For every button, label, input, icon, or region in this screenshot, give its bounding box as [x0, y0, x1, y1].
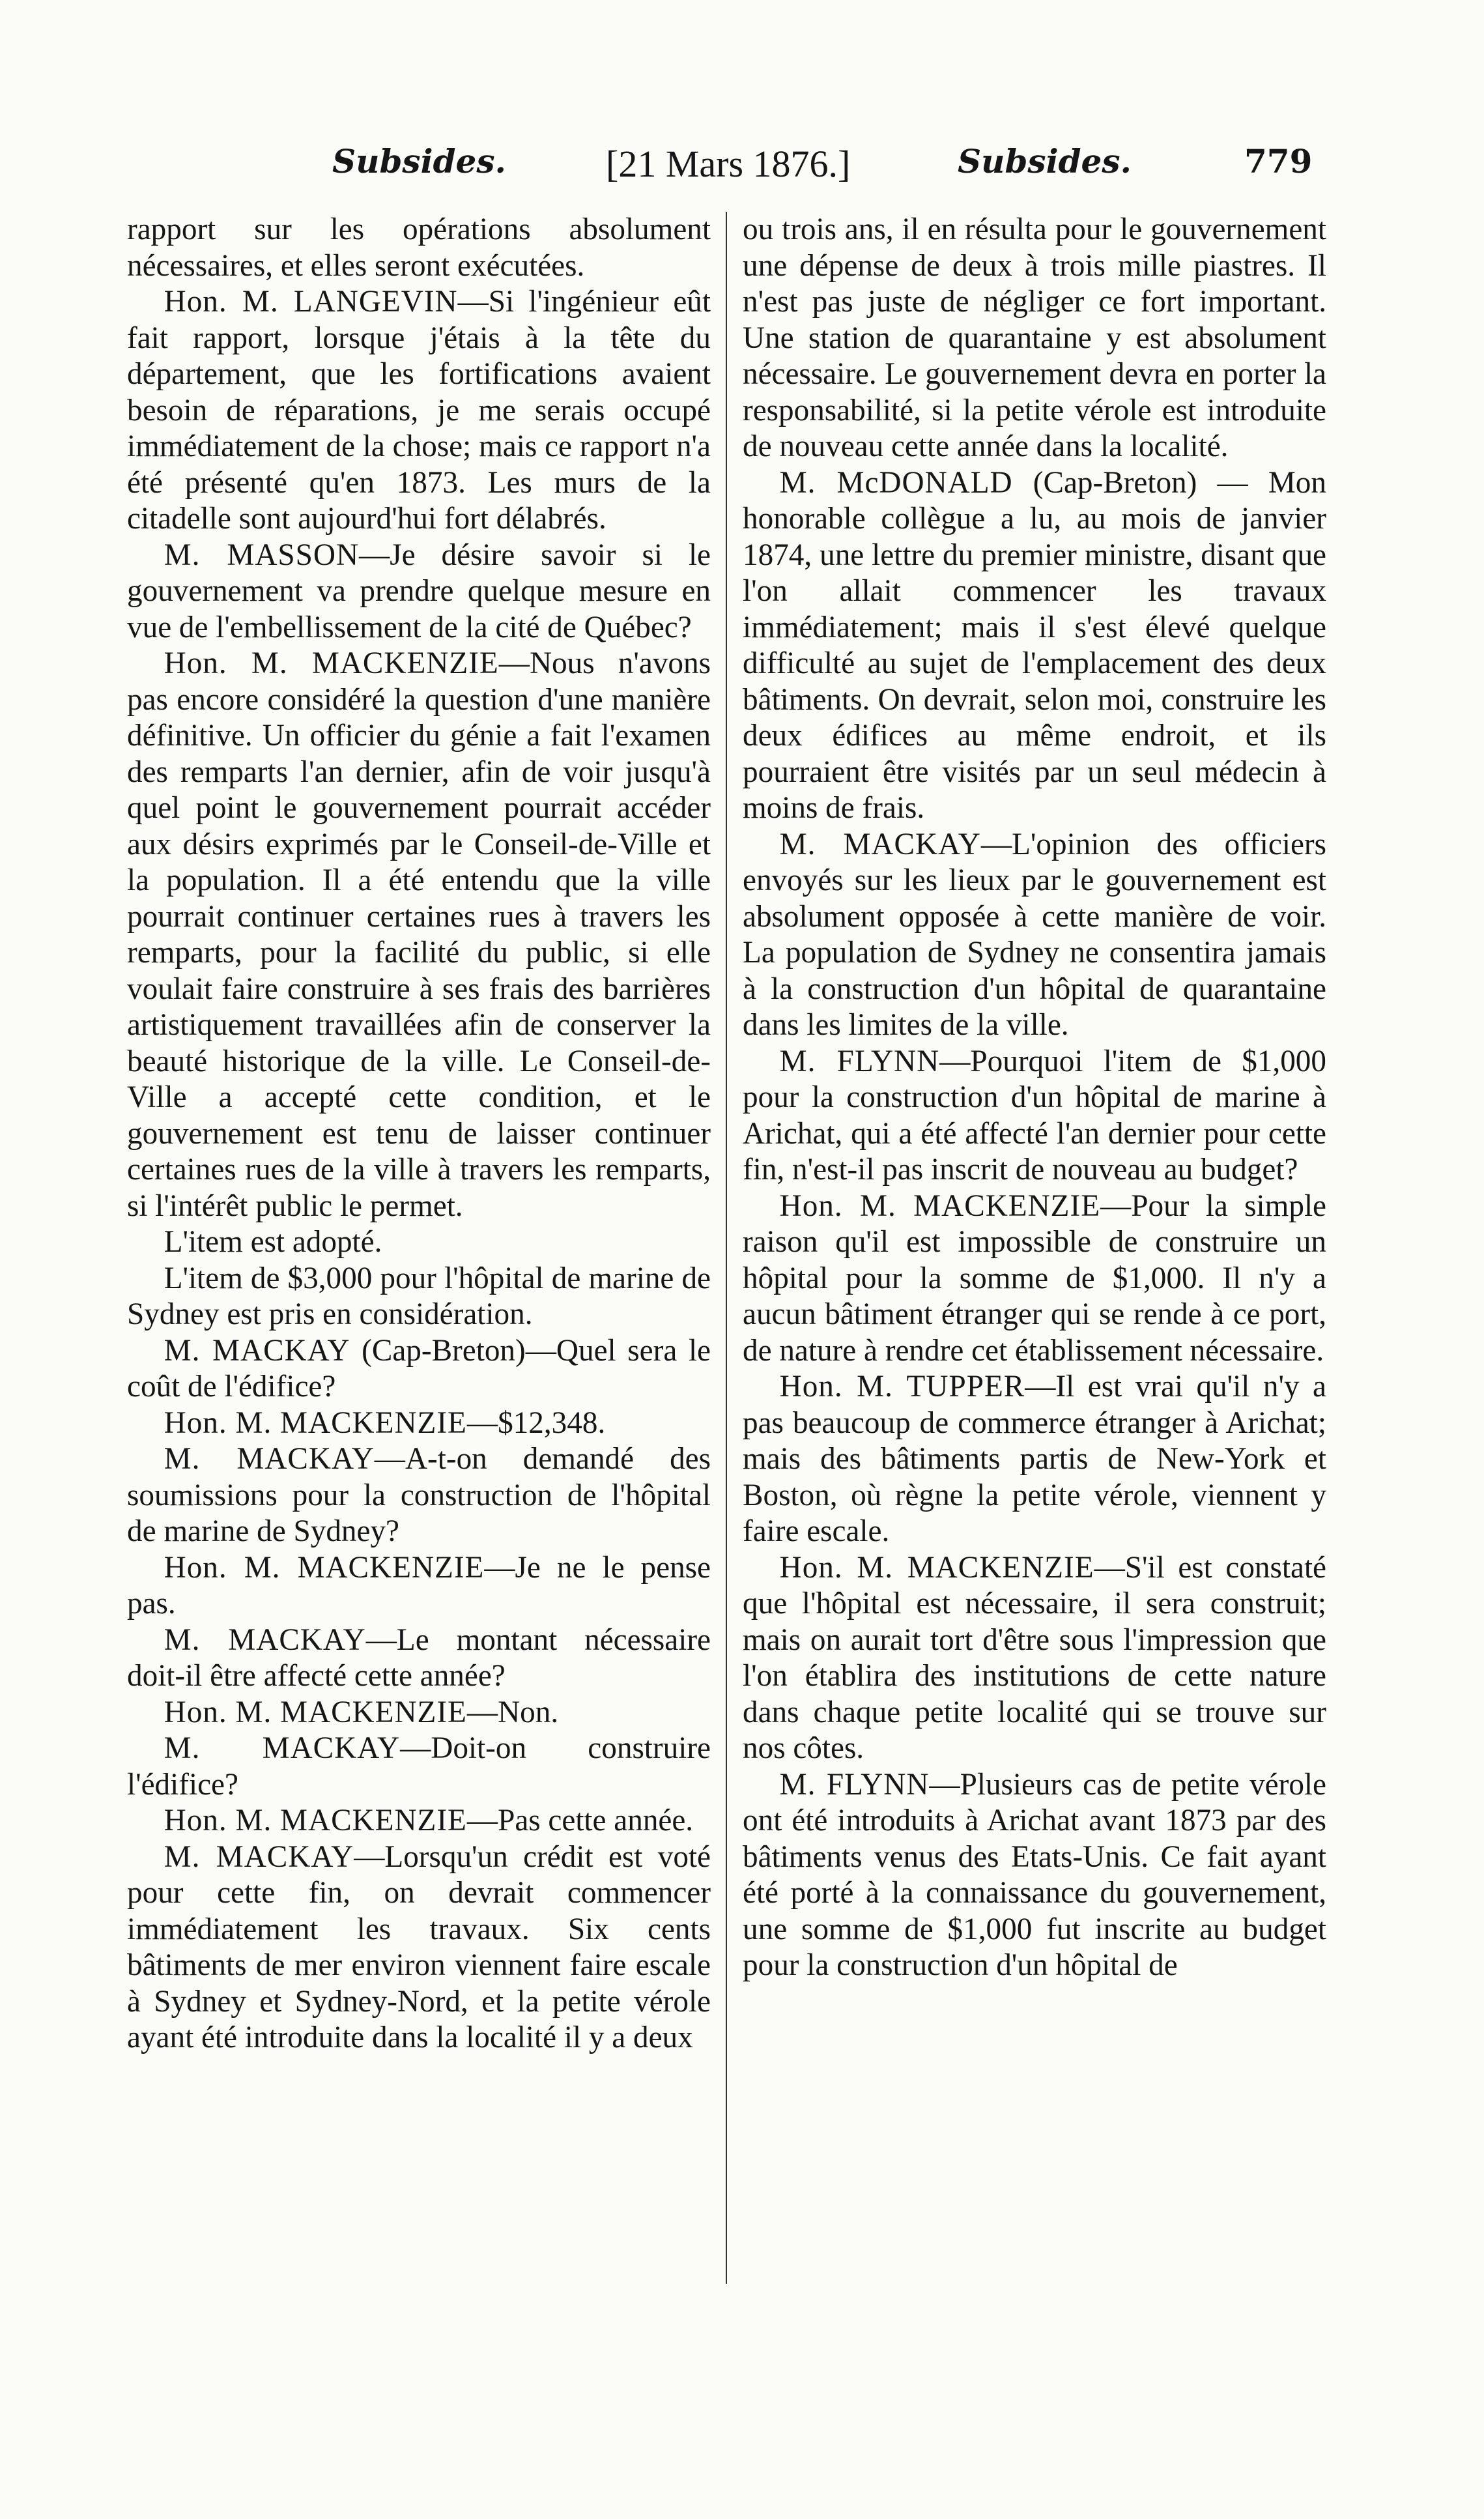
speech-paragraph — [743, 1044, 1326, 1188]
right-column — [743, 212, 1326, 1984]
paragraph-text: —Nous n'avons pas encore considéré la question d'une manière définitive. Un officier du génie a fait l'examen des remparts l'an dernier, afin de voir jusqu'à quel point le gouvernement pourrait accéder aux désirs exprimés par le Conseil-de-Ville et la population. Il a été entendu que la ville pourrait continuer certaines rues à travers les remparts, pour la facilité du public, si elle voulait faire construire à ses frais des barrières artistiquement travaillées afin de conserver la beauté historique de la ville. Le Conseil-de-Ville a accepté cette condition, et le gouvernement est tenu de laisser continuer certaines rues de la ville à travers les remparts, si l'intérêt public le permet. — [127, 646, 711, 1223]
paragraph-text: rapport sur les opérations absolument nécessaires, et elles seront exécutées. — [127, 212, 711, 283]
speech-paragraph — [127, 646, 711, 1224]
speaker-name: Hon. M. MACKENZIE — [164, 646, 499, 680]
speech-paragraph — [127, 1550, 711, 1622]
speaker-name: Hon. M. MACKENZIE — [164, 1695, 467, 1729]
speech-paragraph — [743, 827, 1326, 1044]
speech-paragraph — [127, 1622, 711, 1695]
paragraph-text: —Je désire savoir si le gouvernement va prendre quelque mesure en vue de l'embellissement de la cité de Québec? — [127, 538, 711, 644]
speech-paragraph — [127, 1803, 711, 1839]
speaker-name: Hon. M. MACKENZIE — [164, 1804, 467, 1837]
speaker-name: M. McDONALD — [779, 465, 1013, 500]
speech-paragraph — [743, 465, 1326, 827]
speaker-name: Hon. M. MACKENZIE — [779, 1188, 1101, 1223]
paragraph-text: —Le montant nécessaire doit-il être affecté cette année? — [127, 1622, 711, 1693]
page-header — [124, 142, 1362, 201]
paragraph-text: —Non. — [466, 1695, 559, 1729]
text-paragraph — [127, 1261, 711, 1333]
speaker-name: M. MACKAY — [164, 1839, 354, 1874]
speech-paragraph — [127, 1839, 711, 2056]
column-divider — [726, 212, 727, 2284]
speaker-name: M. MASSON — [164, 538, 360, 572]
page-number: 779 — [1244, 142, 1313, 180]
text-paragraph — [127, 212, 711, 284]
running-title-right: Subsides. — [958, 142, 1132, 180]
paragraph-text: —Si l'ingénieur eût fait rapport, lorsque j'étais à la tête du département, que les fortifications avaient besoin de réparations, je me serais occupé immédiatement de la chose; mais ce rapport n'a été présenté qu'en 1873. Les murs de la citadelle sont aujourd'hui fort délabrés. — [127, 285, 711, 536]
paragraph-text: —Il est vrai qu'il n'y a pas beaucoup de commerce étranger à Arichat; mais des bâtiments partis de New-York et Boston, où règne la petite vérole, viennent y faire escale. — [743, 1370, 1326, 1548]
speech-paragraph — [127, 1405, 711, 1442]
speaker-name: Hon. M. MACKENZIE — [164, 1405, 467, 1440]
speaker-name: M. MACKAY — [164, 1333, 350, 1368]
speech-paragraph — [127, 1731, 711, 1803]
paragraph-text: —Lorsqu'un crédit est voté pour cette fin, on devrait commencer immédiatement les travaux. Six cents bâtiments de mer environ viennent faire escale à Sydney et Sydney-Nord, et la petite vérole ayant été introduite dans la localité il y a deux — [127, 1839, 711, 2054]
text-paragraph — [743, 212, 1326, 465]
speaker-name: Hon. M. MACKENZIE — [779, 1550, 1094, 1585]
speaker-name: M. FLYNN — [779, 1044, 940, 1078]
paragraph-text: —A-t-on demandé des soumissions pour la construction de l'hôpital de marine de Sydney? — [127, 1442, 711, 1548]
speaker-name: M. MACKAY — [164, 1442, 375, 1476]
running-title-left: Subsides. — [332, 142, 506, 180]
speech-paragraph — [127, 1441, 711, 1550]
speech-paragraph — [743, 1767, 1326, 1984]
speech-paragraph — [127, 284, 711, 538]
paragraph-text: (Cap-Breton)—Quel sera le coût de l'édifice? — [127, 1333, 711, 1403]
paragraph-text: L'item est adopté. — [164, 1225, 382, 1259]
paragraph-text: —S'il est constaté que l'hôpital est nécessaire, il sera construit; mais on aurait tort d'être sous l'impression que l'on établira des institutions de cette nature dans chaque petite localité qui se trouve sur nos côtes. — [743, 1550, 1326, 1765]
speaker-name: Hon. M. TUPPER — [779, 1370, 1025, 1403]
speaker-name: M. MACKAY — [779, 827, 981, 861]
paragraph-text: (Cap-Breton) — Mon honorable collègue a lu, au mois de janvier 1874, une lettre du premier ministre, disant que l'on allait commencer les travaux immédiatement; mais il s'est élevé quelque difficulté au sujet de l'emplacement des deux bâtiments. On devrait, selon moi, construire les deux édifices au même endroit, et ils pourraient être visités par un seul médecin à moins de frais. — [743, 465, 1326, 825]
speech-paragraph — [743, 1369, 1326, 1550]
left-column — [127, 212, 711, 2056]
paragraph-text: —Doit-on construire l'édifice? — [127, 1731, 711, 1802]
speaker-name: M. MACKAY — [164, 1622, 366, 1657]
paragraph-text: —Pour la simple raison qu'il est impossible de construire un hôpital pour la somme de $1,000. Il n'y a aucun bâtiment étranger qui se rende à ce port, de nature à rendre cet établissement nécessaire. — [743, 1188, 1327, 1368]
session-date: [21 Mars 1876.] — [606, 143, 851, 185]
paragraph-text: L'item de $3,000 pour l'hôpital de marine de Sydney est pris en considération. — [127, 1261, 711, 1331]
speech-paragraph — [743, 1188, 1326, 1370]
speech-paragraph — [743, 1550, 1326, 1767]
paragraph-text: —$12,348. — [466, 1405, 606, 1440]
paragraph-text: ou trois ans, il en résulta pour le gouvernement une dépense de deux à trois mille piastres. Il n'est pas juste de négliger ce fort important. Une station de quarantaine y est absolument nécessaire. Le gouvernement devra en porter la responsabilité, si la petite vérole est introduite de nouveau cette année dans la localité. — [743, 212, 1326, 463]
paragraph-text: —L'opinion des officiers envoyés sur les lieux par le gouvernement est absolument opposée à cette manière de voir. La population de Sydney ne consentira jamais à la construction d'un hôpital de quarantaine dans les limites de la ville. — [743, 827, 1326, 1042]
speech-paragraph — [127, 1333, 711, 1405]
paragraph-text: —Pas cette année. — [466, 1804, 694, 1837]
speaker-name: M. MACKAY — [164, 1731, 401, 1765]
speech-paragraph — [127, 1695, 711, 1731]
speaker-name: M. FLYNN — [779, 1767, 930, 1802]
paragraph-text: —Je ne le pense pas. — [127, 1550, 711, 1620]
speaker-name: Hon. M. LANGEVIN — [164, 285, 458, 319]
paragraph-text: —Pourquoi l'item de $1,000 pour la construction d'un hôpital de marine à Arichat, qui a été affecté l'an dernier pour cette fin, n'est-il pas inscrit de nouveau au budget? — [743, 1044, 1326, 1187]
paragraph-text: —Plusieurs cas de petite vérole ont été introduits à Arichat avant 1873 par des bâtiments venus des Etats-Unis. Ce fait ayant été porté à la connaissance du gouvernement, une somme de $1,000 fut inscrite au budget pour la construction d'un hôpital de — [743, 1767, 1326, 1982]
speaker-name: Hon. M. MACKENZIE — [164, 1550, 485, 1585]
text-paragraph — [127, 1224, 711, 1261]
speech-paragraph — [127, 538, 711, 646]
